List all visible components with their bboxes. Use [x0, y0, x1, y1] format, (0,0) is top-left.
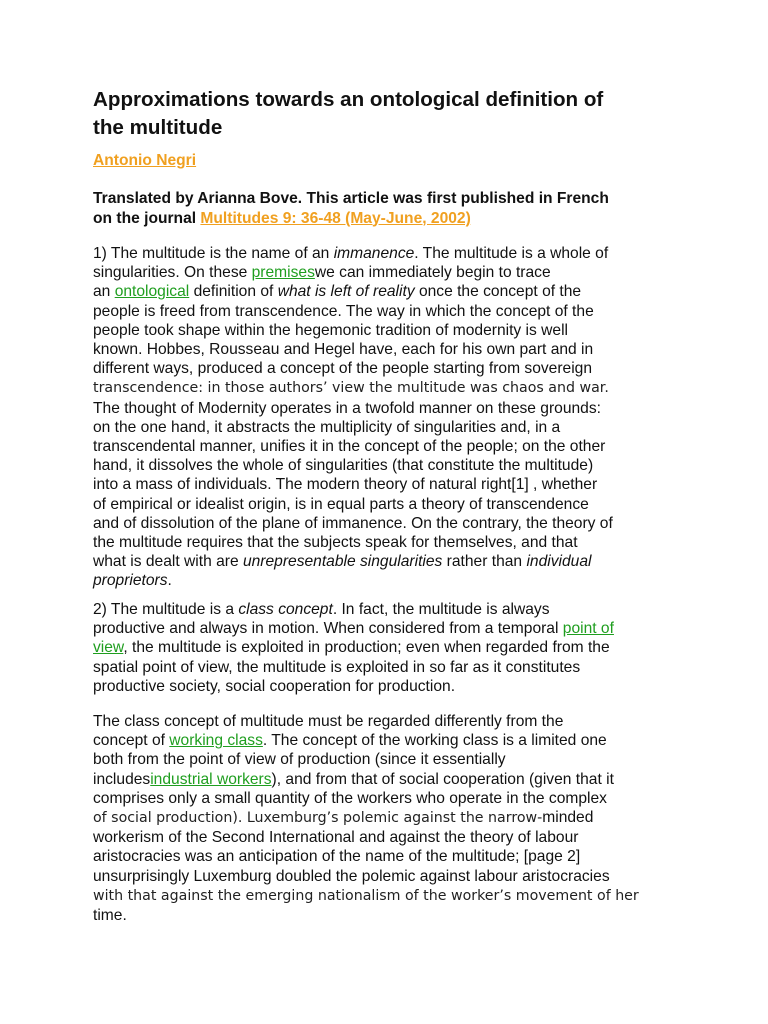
text-run: unsurprisingly Luxemburg doubled the polemic against labour aristocracies	[93, 867, 610, 885]
text-run: we can immediately begin to trace	[314, 264, 551, 282]
text-line	[93, 514, 703, 533]
text-line	[93, 731, 703, 750]
text-line	[93, 867, 703, 886]
text-line	[93, 359, 703, 378]
text-run: productive and always in motion. When considered from a temporal	[93, 620, 563, 638]
text-run: The thought of Modernity operates in a twofold manner on these grounds:	[93, 399, 601, 417]
text-run: both from the point of view of production (since it essentially	[93, 751, 506, 769]
text-line	[93, 677, 703, 696]
italic-text: class concept	[238, 601, 333, 618]
text-run: time.	[93, 907, 127, 925]
text-run: an	[93, 283, 115, 301]
text-run: includes	[93, 770, 151, 788]
text-run: with that against the emerging nationalism of the worker’s movement of her	[93, 887, 639, 904]
text-line	[93, 638, 703, 657]
translation-line: Translated by Arianna Bove. This article was first published in French	[93, 190, 609, 207]
text-run: of social production). Luxemburg’s polemic against the narrow-	[93, 810, 543, 827]
text-run: transcendence: in those authors’ view the multitude was chaos and war.	[93, 380, 609, 397]
title-line: Approximations towards an ontological definition of	[93, 88, 604, 111]
text-run: spatial point of view, the multitude is exploited in so far as it constitutes	[93, 658, 581, 676]
translation-note	[93, 189, 703, 228]
text-run: The class concept of multitude must be regarded differently from the	[93, 713, 564, 730]
text-line	[93, 340, 703, 359]
text-line	[93, 886, 703, 906]
text-line	[93, 475, 703, 494]
translation-line	[93, 209, 703, 229]
text-run: singularities. On these	[93, 264, 252, 282]
text-line	[93, 600, 703, 619]
text-run: 1) The multitude is the name of an	[93, 245, 334, 262]
text-run: known. Hobbes, Rousseau and Hegel have, each for his own part and in	[93, 341, 594, 359]
text-run: rather than	[442, 553, 527, 571]
text-run: and of dissolution of the plane of immanence. On the contrary, the theory of	[93, 514, 613, 532]
translation-prefix: on the journal	[93, 209, 201, 227]
text-run: people took shape within the hegemonic tradition of modernity is well	[93, 321, 569, 339]
text-line	[93, 906, 703, 925]
text-line	[93, 808, 703, 828]
text-run: once the concept of the	[414, 283, 582, 301]
text-run: of empirical or idealist origin, is in equal parts a theory of transcendence	[93, 495, 589, 513]
text-line	[93, 750, 703, 769]
journal-link[interactable]: Multitudes 9: 36-48 (May-June, 2002)	[200, 209, 471, 227]
text-line	[93, 302, 703, 321]
text-run: people is freed from transcendence. The way in which the concept of the	[93, 302, 594, 320]
author-link[interactable]: Antonio Negri	[93, 152, 197, 169]
text-run: what is dealt with are	[93, 553, 243, 571]
text-run: . The concept of the working class is a limited one	[262, 732, 607, 750]
text-line	[93, 495, 703, 514]
text-run: productive society, social cooperation for production.	[93, 677, 456, 695]
text-line	[93, 847, 703, 866]
text-line	[93, 533, 703, 552]
paragraph-3	[93, 712, 703, 925]
inline-link[interactable]: industrial workers	[150, 770, 272, 788]
text-line	[93, 282, 703, 301]
italic-text: unrepresentable singularities	[242, 553, 443, 571]
text-line	[93, 378, 703, 398]
text-run: . In fact, the multitude is always	[332, 601, 550, 618]
inline-link[interactable]: premises	[251, 264, 315, 282]
text-line	[93, 658, 703, 677]
text-run: , the multitude is exploited in production; even when regarded from the	[123, 639, 610, 657]
paragraph-2	[93, 600, 703, 696]
text-run: minded	[542, 809, 594, 827]
text-line	[93, 712, 703, 731]
paragraph-1	[93, 244, 703, 591]
text-line	[93, 263, 703, 282]
text-line	[93, 418, 703, 437]
italic-text: what is left of reality	[277, 283, 415, 301]
text-run: definition of	[189, 283, 278, 301]
text-run: 2) The multitude is a	[93, 601, 239, 618]
text-line	[93, 770, 703, 789]
text-run: . The multitude is a whole of	[414, 245, 609, 262]
article-title	[93, 86, 703, 141]
text-line	[93, 571, 703, 590]
text-run: workerism of the Second International and against the theory of labour	[93, 829, 579, 847]
text-line	[93, 437, 703, 456]
text-run: aristocracies was an anticipation of the name of the multitude; [page 2]	[93, 848, 581, 866]
author-line	[93, 151, 703, 171]
italic-text: proprietors	[93, 572, 168, 590]
text-line	[93, 399, 703, 418]
text-run: .	[167, 572, 172, 590]
text-line	[93, 244, 703, 263]
text-run: hand, it dissolves the whole of singularities (that constitute the multitude)	[93, 457, 594, 475]
text-line	[93, 321, 703, 340]
text-run: transcendental manner, unifies it in the concept of the people; on the other	[93, 438, 606, 456]
inline-link[interactable]: point of	[562, 620, 614, 638]
text-run: different ways, produced a concept of the people starting from sovereign	[93, 360, 593, 378]
text-run: into a mass of individuals. The modern theory of natural right[1] , whether	[93, 476, 598, 494]
text-line	[93, 456, 703, 475]
text-run: comprises only a small quantity of the workers who operate in the complex	[93, 789, 607, 807]
text-line	[93, 828, 703, 847]
text-run: the multitude requires that the subjects speak for themselves, and that	[93, 534, 578, 552]
text-line	[93, 789, 703, 808]
text-line	[93, 619, 703, 638]
italic-text: immanence	[333, 245, 415, 262]
text-run: concept of	[93, 732, 170, 750]
inline-link[interactable]: working class	[169, 732, 263, 750]
text-line	[93, 552, 703, 571]
inline-link[interactable]: view	[93, 639, 124, 657]
italic-text: individual	[526, 553, 592, 571]
text-run: ), and from that of social cooperation (given that it	[271, 770, 614, 788]
title-line: the multitude	[93, 115, 223, 139]
text-run: on the one hand, it abstracts the multiplicity of singularities and, in a	[93, 418, 561, 436]
inline-link[interactable]: ontological	[114, 283, 190, 301]
